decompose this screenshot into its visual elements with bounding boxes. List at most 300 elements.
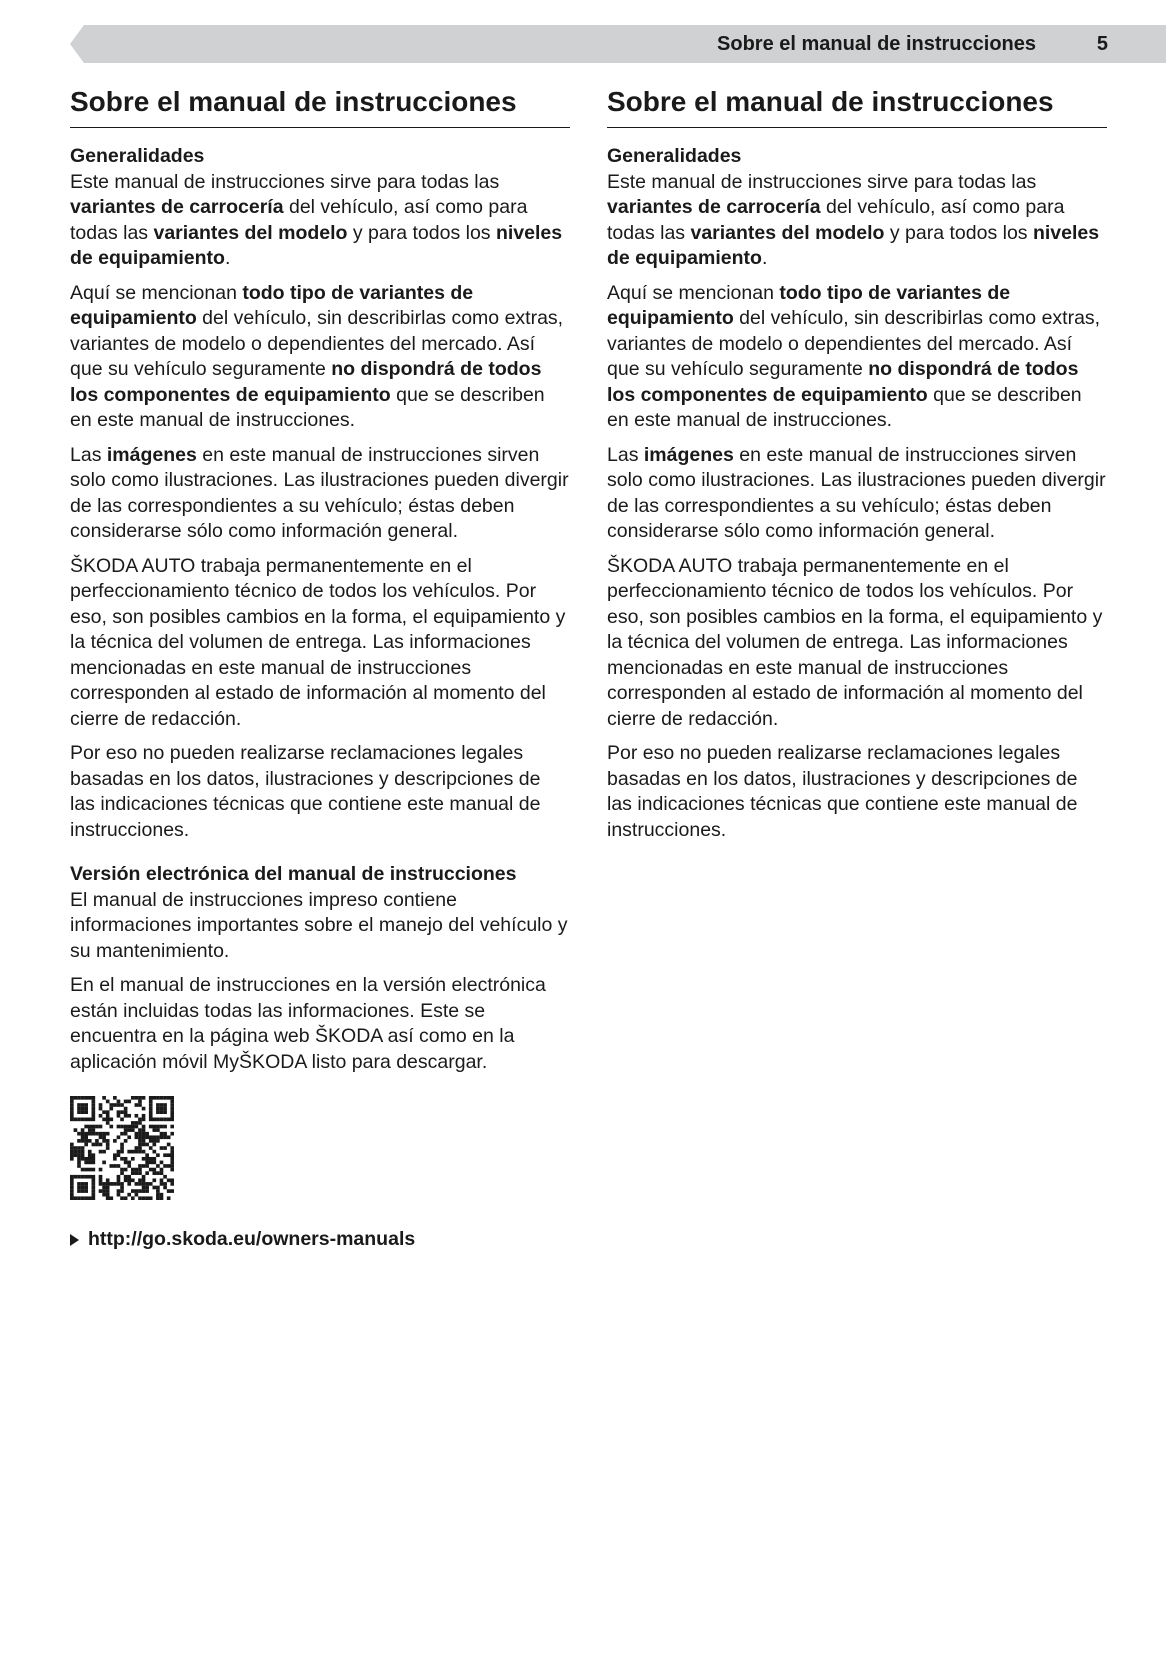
qr-module bbox=[88, 1168, 92, 1172]
qr-module bbox=[149, 1196, 153, 1200]
qr-code-icon[interactable] bbox=[70, 1096, 174, 1200]
qr-module bbox=[127, 1135, 131, 1139]
qr-module bbox=[77, 1150, 81, 1154]
qr-module bbox=[92, 1193, 96, 1197]
qr-module bbox=[99, 1114, 103, 1118]
qr-module bbox=[167, 1153, 171, 1157]
qr-module bbox=[117, 1125, 121, 1129]
qr-module bbox=[99, 1135, 103, 1139]
qr-module bbox=[124, 1107, 128, 1111]
qr-module bbox=[167, 1118, 171, 1122]
qr-module bbox=[131, 1128, 135, 1132]
qr-module bbox=[156, 1164, 160, 1168]
qr-module bbox=[84, 1110, 88, 1114]
qr-module bbox=[142, 1118, 146, 1122]
qr-module bbox=[117, 1150, 121, 1154]
qr-module bbox=[120, 1189, 124, 1193]
qr-module bbox=[142, 1139, 146, 1143]
qr-module bbox=[70, 1107, 74, 1111]
qr-module bbox=[138, 1146, 142, 1150]
qr-module bbox=[88, 1161, 92, 1165]
qr-module bbox=[70, 1110, 74, 1114]
qr-module bbox=[109, 1103, 113, 1107]
qr-module bbox=[74, 1153, 78, 1157]
qr-module bbox=[102, 1182, 106, 1186]
qr-module bbox=[88, 1196, 92, 1200]
qr-module bbox=[127, 1175, 131, 1179]
qr-module bbox=[92, 1107, 96, 1111]
qr-module bbox=[124, 1100, 128, 1104]
qr-module bbox=[131, 1189, 135, 1193]
subheading-electronic-version: Versión electrónica del manual de instrucciones bbox=[70, 863, 517, 885]
qr-module bbox=[106, 1146, 110, 1150]
qr-module bbox=[156, 1103, 160, 1107]
qr-module bbox=[81, 1196, 85, 1200]
qr-module bbox=[170, 1107, 174, 1111]
qr-module bbox=[170, 1114, 174, 1118]
qr-module bbox=[160, 1178, 164, 1182]
qr-module bbox=[109, 1118, 113, 1122]
qr-module bbox=[160, 1107, 164, 1111]
qr-module bbox=[120, 1118, 124, 1122]
qr-module bbox=[117, 1100, 121, 1104]
qr-module bbox=[138, 1132, 142, 1136]
qr-module bbox=[88, 1118, 92, 1122]
qr-module bbox=[81, 1139, 85, 1143]
qr-module bbox=[145, 1153, 149, 1157]
qr-module bbox=[135, 1168, 139, 1172]
qr-module bbox=[167, 1189, 171, 1193]
qr-module bbox=[163, 1118, 167, 1122]
qr-module bbox=[149, 1096, 153, 1100]
qr-module bbox=[102, 1161, 106, 1165]
qr-module bbox=[152, 1161, 156, 1165]
qr-module bbox=[142, 1143, 146, 1147]
qr-module bbox=[120, 1110, 124, 1114]
qr-module bbox=[92, 1157, 96, 1161]
qr-module bbox=[145, 1157, 149, 1161]
qr-module bbox=[131, 1150, 135, 1154]
qr-module bbox=[77, 1175, 81, 1179]
link-text[interactable]: http://go.skoda.eu/owners-manuals bbox=[88, 1228, 416, 1250]
arrow-right-icon bbox=[70, 1234, 79, 1246]
qr-module bbox=[170, 1153, 174, 1157]
paragraph-2: Aquí se mencionan todo tipo de variantes de equipamiento del vehículo, sin describirlas como extras, variantes de modelo o dependientes del mercado. Así que su vehículo seguramente no dispondrá de todos los componentes de equipamiento que se describen en este manual de instrucciones. bbox=[607, 281, 1101, 431]
qr-module bbox=[124, 1125, 128, 1129]
qr-module bbox=[124, 1196, 128, 1200]
qr-module bbox=[106, 1182, 110, 1186]
qr-module bbox=[127, 1150, 131, 1154]
qr-module bbox=[81, 1189, 85, 1193]
qr-module bbox=[142, 1128, 146, 1132]
qr-module bbox=[131, 1157, 135, 1161]
qr-module bbox=[120, 1146, 124, 1150]
qr-module bbox=[95, 1139, 99, 1143]
qr-module bbox=[81, 1175, 85, 1179]
qr-module bbox=[156, 1128, 160, 1132]
qr-module bbox=[124, 1110, 128, 1114]
qr-module bbox=[120, 1132, 124, 1136]
qr-module bbox=[124, 1132, 128, 1136]
qr-module bbox=[92, 1132, 96, 1136]
qr-module bbox=[156, 1196, 160, 1200]
qr-module bbox=[149, 1146, 153, 1150]
qr-module bbox=[135, 1114, 139, 1118]
qr-module bbox=[92, 1125, 96, 1129]
qr-module bbox=[142, 1132, 146, 1136]
qr-module bbox=[92, 1196, 96, 1200]
qr-module bbox=[156, 1096, 160, 1100]
qr-module bbox=[156, 1171, 160, 1175]
qr-module bbox=[92, 1186, 96, 1190]
qr-module bbox=[113, 1182, 117, 1186]
qr-module bbox=[160, 1146, 164, 1150]
qr-module bbox=[138, 1103, 142, 1107]
qr-module bbox=[127, 1100, 131, 1104]
qr-module bbox=[70, 1143, 74, 1147]
qr-module bbox=[135, 1182, 139, 1186]
qr-module bbox=[106, 1132, 110, 1136]
qr-module bbox=[113, 1157, 117, 1161]
qr-module bbox=[120, 1103, 124, 1107]
qr-module bbox=[149, 1100, 153, 1104]
qr-module bbox=[124, 1114, 128, 1118]
qr-module bbox=[92, 1100, 96, 1104]
qr-module bbox=[170, 1189, 174, 1193]
qr-module bbox=[149, 1168, 153, 1172]
qr-module bbox=[170, 1164, 174, 1168]
qr-module bbox=[167, 1178, 171, 1182]
qr-module bbox=[77, 1110, 81, 1114]
qr-module bbox=[120, 1186, 124, 1190]
qr-module bbox=[160, 1193, 164, 1197]
qr-module bbox=[142, 1157, 146, 1161]
qr-module bbox=[131, 1121, 135, 1125]
qr-module bbox=[160, 1125, 164, 1129]
paragraph-6: El manual de instrucciones impreso contiene informaciones importantes sobre el manejo del vehículo y su mantenimiento. bbox=[70, 888, 568, 962]
qr-module bbox=[124, 1139, 128, 1143]
qr-module bbox=[95, 1125, 99, 1129]
qr-module bbox=[160, 1096, 164, 1100]
qr-module bbox=[160, 1103, 164, 1107]
qr-module bbox=[163, 1096, 167, 1100]
qr-module bbox=[109, 1164, 113, 1168]
qr-module bbox=[120, 1157, 124, 1161]
qr-module bbox=[106, 1118, 110, 1122]
qr-module bbox=[70, 1146, 74, 1150]
qr-module bbox=[106, 1178, 110, 1182]
qr-module bbox=[106, 1143, 110, 1147]
qr-module bbox=[160, 1118, 164, 1122]
qr-module bbox=[70, 1182, 74, 1186]
qr-module bbox=[160, 1132, 164, 1136]
qr-module bbox=[127, 1128, 131, 1132]
qr-module bbox=[70, 1178, 74, 1182]
qr-module bbox=[145, 1161, 149, 1165]
qr-module bbox=[120, 1125, 124, 1129]
qr-module bbox=[109, 1107, 113, 1111]
qr-module bbox=[131, 1178, 135, 1182]
qr-module bbox=[113, 1103, 117, 1107]
qr-module bbox=[92, 1182, 96, 1186]
qr-module bbox=[120, 1171, 124, 1175]
qr-module bbox=[88, 1128, 92, 1132]
qr-module bbox=[88, 1125, 92, 1129]
qr-module bbox=[92, 1161, 96, 1165]
qr-module bbox=[149, 1114, 153, 1118]
qr-module bbox=[88, 1157, 92, 1161]
qr-module bbox=[77, 1153, 81, 1157]
qr-module bbox=[142, 1186, 146, 1190]
qr-module bbox=[102, 1139, 106, 1143]
qr-module bbox=[88, 1150, 92, 1154]
qr-module bbox=[81, 1182, 85, 1186]
qr-module bbox=[152, 1150, 156, 1154]
qr-module bbox=[81, 1186, 85, 1190]
qr-module bbox=[117, 1103, 121, 1107]
qr-module bbox=[95, 1143, 99, 1147]
qr-module bbox=[163, 1135, 167, 1139]
qr-module bbox=[142, 1114, 146, 1118]
qr-module bbox=[74, 1150, 78, 1154]
qr-module bbox=[142, 1125, 146, 1129]
paragraph-1: Este manual de instrucciones sirve para todas las variantes de carrocería del vehículo, así como para todas las variantes del modelo y para todos los niveles de equipamiento. bbox=[70, 170, 563, 269]
paragraph-5: Por eso no pueden realizarse reclamaciones legales basadas en los datos, ilustraciones y descripciones de las indicaciones técnicas que contiene este manual de instrucciones. bbox=[70, 742, 541, 841]
qr-module bbox=[81, 1153, 85, 1157]
paragraph-1: Este manual de instrucciones sirve para todas las variantes de carrocería del vehículo, así como para todas las variantes del modelo y para todos los niveles de equipamiento. bbox=[607, 170, 1100, 269]
qr-module bbox=[163, 1182, 167, 1186]
qr-module bbox=[117, 1114, 121, 1118]
qr-module bbox=[117, 1175, 121, 1179]
qr-module bbox=[163, 1132, 167, 1136]
qr-module bbox=[131, 1125, 135, 1129]
qr-module bbox=[163, 1146, 167, 1150]
qr-module bbox=[77, 1196, 81, 1200]
qr-module bbox=[70, 1175, 74, 1179]
page-number: 5 bbox=[1096, 33, 1108, 55]
qr-module bbox=[170, 1168, 174, 1172]
qr-module bbox=[145, 1196, 149, 1200]
qr-module bbox=[124, 1157, 128, 1161]
qr-module bbox=[170, 1132, 174, 1136]
qr-module bbox=[77, 1161, 81, 1165]
qr-module bbox=[152, 1135, 156, 1139]
paragraph-3: Las imágenes en este manual de instrucciones sirven solo como ilustraciones. Las ilustraciones pueden divergir de las correspondientes a su vehículo; éstas deben considerarse sólo como información general. bbox=[607, 443, 1106, 542]
qr-module bbox=[170, 1103, 174, 1107]
qr-module bbox=[152, 1143, 156, 1147]
qr-module bbox=[81, 1132, 85, 1136]
qr-module bbox=[102, 1110, 106, 1114]
qr-module bbox=[167, 1096, 171, 1100]
qr-module bbox=[84, 1168, 88, 1172]
qr-module bbox=[138, 1121, 142, 1125]
qr-module bbox=[138, 1182, 142, 1186]
qr-module bbox=[74, 1146, 78, 1150]
qr-module bbox=[81, 1150, 85, 1154]
qr-module bbox=[81, 1118, 85, 1122]
qr-module bbox=[145, 1164, 149, 1168]
qr-module bbox=[92, 1153, 96, 1157]
qr-module bbox=[156, 1189, 160, 1193]
qr-module bbox=[135, 1096, 139, 1100]
qr-module bbox=[99, 1178, 103, 1182]
qr-module bbox=[92, 1175, 96, 1179]
qr-module bbox=[81, 1107, 85, 1111]
qr-module bbox=[88, 1139, 92, 1143]
qr-module bbox=[84, 1143, 88, 1147]
qr-module bbox=[156, 1110, 160, 1114]
qr-module bbox=[84, 1186, 88, 1190]
qr-module bbox=[102, 1118, 106, 1122]
owners-manual-link[interactable] bbox=[70, 1228, 415, 1251]
qr-module bbox=[74, 1175, 78, 1179]
qr-module bbox=[77, 1182, 81, 1186]
qr-module bbox=[170, 1150, 174, 1154]
qr-module bbox=[167, 1135, 171, 1139]
qr-module bbox=[102, 1132, 106, 1136]
qr-module bbox=[117, 1153, 121, 1157]
qr-module bbox=[138, 1096, 142, 1100]
qr-module bbox=[102, 1096, 106, 1100]
qr-module bbox=[149, 1110, 153, 1114]
qr-module bbox=[109, 1196, 113, 1200]
qr-module bbox=[70, 1150, 74, 1154]
qr-module bbox=[138, 1118, 142, 1122]
qr-module bbox=[74, 1196, 78, 1200]
qr-module bbox=[127, 1125, 131, 1129]
paragraph-5: Por eso no pueden realizarse reclamaciones legales basadas en los datos, ilustraciones y descripciones de las indicaciones técnicas que contiene este manual de instrucciones. bbox=[607, 742, 1078, 841]
qr-module bbox=[142, 1164, 146, 1168]
qr-module bbox=[170, 1146, 174, 1150]
qr-module bbox=[92, 1114, 96, 1118]
qr-module bbox=[156, 1153, 160, 1157]
qr-module bbox=[127, 1182, 131, 1186]
qr-module bbox=[109, 1182, 113, 1186]
qr-module bbox=[81, 1103, 85, 1107]
qr-module bbox=[92, 1178, 96, 1182]
qr-module bbox=[149, 1182, 153, 1186]
qr-module bbox=[81, 1146, 85, 1150]
qr-module bbox=[70, 1193, 74, 1197]
qr-module bbox=[138, 1150, 142, 1154]
qr-module bbox=[138, 1196, 142, 1200]
qr-module bbox=[106, 1139, 110, 1143]
qr-module bbox=[163, 1175, 167, 1179]
qr-module bbox=[84, 1096, 88, 1100]
qr-module bbox=[84, 1118, 88, 1122]
qr-module bbox=[135, 1171, 139, 1175]
qr-module bbox=[113, 1096, 117, 1100]
qr-module bbox=[92, 1118, 96, 1122]
qr-module bbox=[84, 1189, 88, 1193]
qr-module bbox=[160, 1196, 164, 1200]
qr-module bbox=[163, 1103, 167, 1107]
qr-module bbox=[152, 1139, 156, 1143]
qr-module bbox=[131, 1096, 135, 1100]
qr-module bbox=[127, 1161, 131, 1165]
qr-module bbox=[84, 1175, 88, 1179]
qr-module bbox=[170, 1100, 174, 1104]
qr-module bbox=[135, 1125, 139, 1129]
qr-module bbox=[117, 1193, 121, 1197]
qr-module bbox=[156, 1193, 160, 1197]
qr-module bbox=[142, 1096, 146, 1100]
qr-module bbox=[77, 1139, 81, 1143]
qr-module bbox=[99, 1107, 103, 1111]
qr-module bbox=[142, 1175, 146, 1179]
qr-module bbox=[81, 1157, 85, 1161]
qr-module bbox=[135, 1135, 139, 1139]
qr-module bbox=[170, 1125, 174, 1129]
qr-module bbox=[138, 1171, 142, 1175]
qr-module bbox=[138, 1135, 142, 1139]
qr-module bbox=[99, 1168, 103, 1172]
qr-module bbox=[160, 1110, 164, 1114]
qr-module bbox=[77, 1189, 81, 1193]
qr-module bbox=[117, 1110, 121, 1114]
qr-module bbox=[167, 1196, 171, 1200]
qr-module bbox=[170, 1096, 174, 1100]
qr-module bbox=[117, 1164, 121, 1168]
qr-module bbox=[124, 1161, 128, 1165]
qr-module bbox=[81, 1128, 85, 1132]
qr-module bbox=[167, 1143, 171, 1147]
qr-module bbox=[84, 1182, 88, 1186]
qr-module bbox=[127, 1164, 131, 1168]
qr-module bbox=[170, 1178, 174, 1182]
qr-module bbox=[142, 1150, 146, 1154]
qr-module bbox=[135, 1193, 139, 1197]
qr-module bbox=[142, 1189, 146, 1193]
qr-module bbox=[77, 1157, 81, 1161]
qr-module bbox=[92, 1143, 96, 1147]
qr-module bbox=[84, 1161, 88, 1165]
qr-module bbox=[163, 1107, 167, 1111]
qr-module bbox=[106, 1193, 110, 1197]
qr-module bbox=[142, 1196, 146, 1200]
qr-module bbox=[124, 1178, 128, 1182]
qr-module bbox=[124, 1175, 128, 1179]
qr-module bbox=[77, 1132, 81, 1136]
qr-module bbox=[163, 1164, 167, 1168]
qr-module bbox=[131, 1171, 135, 1175]
qr-module bbox=[99, 1125, 103, 1129]
qr-module bbox=[102, 1189, 106, 1193]
qr-module bbox=[149, 1107, 153, 1111]
qr-module bbox=[102, 1193, 106, 1197]
qr-module bbox=[81, 1135, 85, 1139]
qr-module bbox=[109, 1125, 113, 1129]
qr-module bbox=[142, 1182, 146, 1186]
qr-module bbox=[106, 1110, 110, 1114]
qr-module bbox=[135, 1189, 139, 1193]
paragraph-4: ŠKODA AUTO trabaja permanentemente en el perfeccionamiento técnico de todos los vehículos. Por eso, son posibles cambios en la forma, el equipamiento y la técnica del volumen de entrega. Las informaciones mencionadas en este manual de instrucciones corresponden al estado de información al momento del cierre de redacción. bbox=[607, 554, 1103, 730]
qr-module bbox=[156, 1139, 160, 1143]
qr-module bbox=[152, 1168, 156, 1172]
qr-module bbox=[138, 1128, 142, 1132]
qr-module bbox=[120, 1168, 124, 1172]
qr-module bbox=[117, 1135, 121, 1139]
qr-module bbox=[106, 1121, 110, 1125]
qr-module bbox=[106, 1186, 110, 1190]
qr-module bbox=[84, 1132, 88, 1136]
qr-module bbox=[81, 1096, 85, 1100]
qr-module bbox=[145, 1171, 149, 1175]
qr-module bbox=[138, 1100, 142, 1104]
qr-module bbox=[149, 1139, 153, 1143]
qr-module bbox=[106, 1100, 110, 1104]
qr-module bbox=[84, 1157, 88, 1161]
